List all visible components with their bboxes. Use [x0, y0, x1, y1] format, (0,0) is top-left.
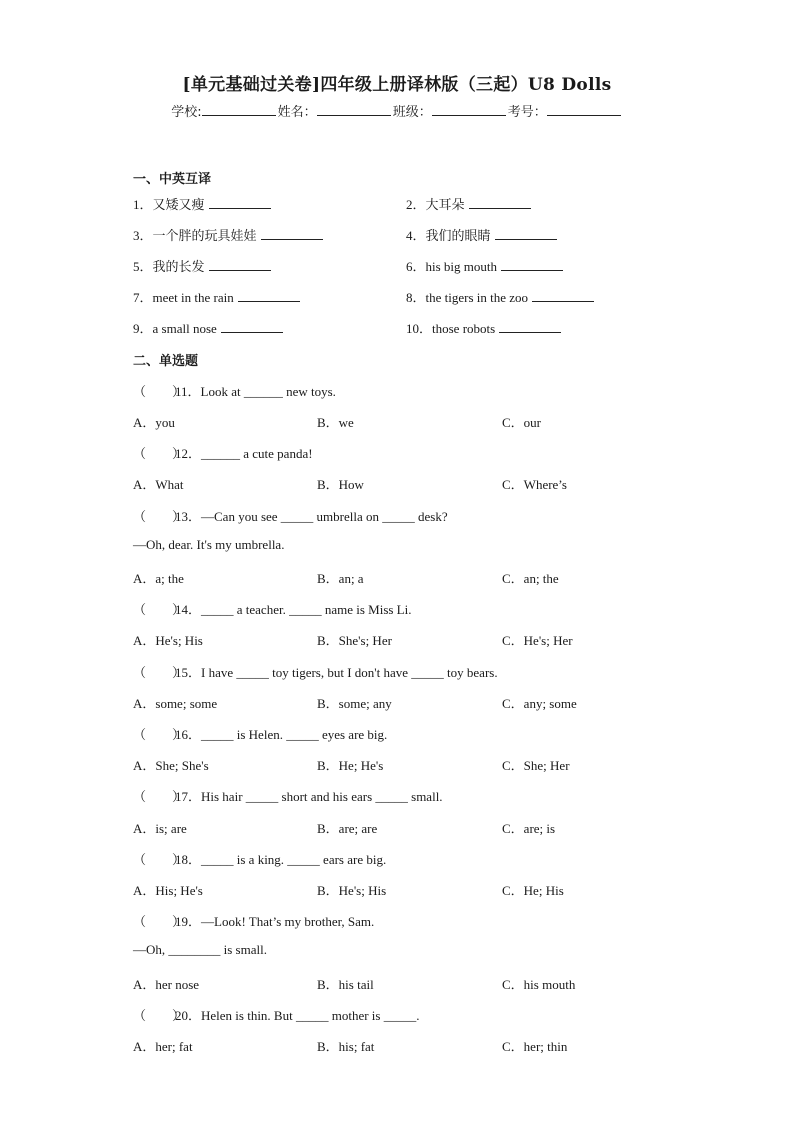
question-text: 13．—Can you see _____ umbrella on _____ desk?	[175, 509, 448, 524]
number-blank[interactable]	[547, 101, 621, 116]
option-b[interactable]: B．we	[317, 415, 354, 430]
answer-paren[interactable]: （ ）	[133, 914, 186, 929]
question-stem	[133, 911, 374, 930]
option-b[interactable]: B．his; fat	[317, 1039, 375, 1054]
question-extra-line: —Oh, ________ is small.	[133, 942, 267, 957]
name-blank[interactable]	[317, 101, 391, 116]
answer-blank[interactable]	[261, 225, 323, 240]
question-text: 20．Helen is thin. But _____ mother is _____.	[175, 1008, 420, 1023]
option-a[interactable]: A．She; She's	[133, 758, 209, 773]
answer-blank[interactable]	[238, 287, 300, 302]
item-number: 5．	[133, 259, 153, 274]
option-a[interactable]: A．He's; His	[133, 633, 203, 648]
answer-paren[interactable]: （ ）	[133, 509, 186, 524]
answer-paren[interactable]: （ ）	[133, 446, 186, 461]
item-text: meet in the rain	[152, 290, 234, 305]
option-a[interactable]: A．her; fat	[133, 1039, 193, 1054]
answer-blank[interactable]	[501, 256, 563, 271]
answer-paren[interactable]: （ ）	[133, 852, 186, 867]
item-number: 9．	[133, 321, 153, 336]
item-number: 10．	[406, 321, 433, 336]
question-text: 14．_____ a teacher. _____ name is Miss Li.	[175, 602, 412, 617]
translate-item	[406, 194, 531, 213]
school-label: 学校:	[171, 105, 202, 120]
answer-paren[interactable]: （ ）	[133, 1008, 186, 1023]
item-number: 3．	[133, 228, 153, 243]
item-number: 2．	[406, 197, 426, 212]
item-text: 我们的眼睛	[425, 228, 491, 243]
question-text: 15．I have _____ toy tigers, but I don't have _____ toy bears.	[175, 665, 498, 680]
item-text: 我的长发	[152, 259, 205, 274]
translate-item	[406, 287, 594, 306]
answer-paren[interactable]: （ ）	[133, 789, 186, 804]
option-c[interactable]: C．She; Her	[502, 758, 570, 773]
number-label: 考号：	[507, 105, 547, 120]
option-c[interactable]: C．his mouth	[502, 977, 576, 992]
item-number: 4．	[406, 228, 426, 243]
answer-blank[interactable]	[495, 225, 557, 240]
answer-paren[interactable]: （ ）	[133, 727, 186, 742]
translate-item	[406, 225, 557, 244]
question-stem	[133, 443, 313, 462]
translate-item	[133, 225, 323, 244]
option-a[interactable]: A．is; are	[133, 821, 187, 836]
option-c[interactable]: C．her; thin	[502, 1039, 568, 1054]
question-stem	[133, 381, 336, 400]
option-a[interactable]: A．you	[133, 415, 175, 430]
option-b[interactable]: B．an; a	[317, 571, 364, 586]
option-b[interactable]: B．How	[317, 477, 364, 492]
question-text: 11．Look at ______ new toys.	[175, 384, 336, 399]
item-text: a small nose	[152, 321, 217, 336]
item-text: 又矮又瘦	[152, 197, 205, 212]
option-c[interactable]: C．are; is	[502, 821, 556, 836]
item-text: 大耳朵	[425, 197, 465, 212]
item-number: 1．	[133, 197, 153, 212]
option-c[interactable]: C．Where’s	[502, 477, 567, 492]
answer-paren[interactable]: （ ）	[133, 384, 186, 399]
item-number: 6．	[406, 259, 426, 274]
answer-blank[interactable]	[209, 194, 271, 209]
section2-heading: 二、单选题	[133, 354, 199, 369]
question-stem	[133, 599, 412, 618]
item-text: 一个胖的玩具娃娃	[152, 228, 257, 243]
translate-item	[133, 256, 271, 275]
answer-paren[interactable]: （ ）	[133, 602, 186, 617]
answer-blank[interactable]	[532, 287, 594, 302]
answer-blank[interactable]	[209, 256, 271, 271]
question-text: 19．—Look! That’s my brother, Sam.	[175, 914, 375, 929]
question-text: 12．______ a cute panda!	[175, 446, 313, 461]
item-number: 8．	[406, 290, 426, 305]
translate-item	[133, 318, 283, 337]
item-number: 7．	[133, 290, 153, 305]
page-title: [单元基础过关卷]四年级上册译林版（三起）U8 Dolls	[182, 75, 612, 95]
question-stem	[133, 506, 448, 525]
option-b[interactable]: B．She's; Her	[317, 633, 392, 648]
option-c[interactable]: C．He's; Her	[502, 633, 573, 648]
item-text: the tigers in the zoo	[425, 290, 529, 305]
question-stem	[133, 724, 387, 743]
option-b[interactable]: B．some; any	[317, 696, 392, 711]
option-b[interactable]: B．are; are	[317, 821, 378, 836]
option-c[interactable]: C．He; His	[502, 883, 564, 898]
question-stem	[133, 1005, 419, 1024]
item-text: those robots	[432, 321, 496, 336]
option-c[interactable]: C．any; some	[502, 696, 577, 711]
question-text: 18．_____ is a king. _____ ears are big.	[175, 852, 387, 867]
question-text: 16．_____ is Helen. _____ eyes are big.	[175, 727, 388, 742]
option-b[interactable]: B．He's; His	[317, 883, 387, 898]
answer-paren[interactable]: （ ）	[133, 665, 186, 680]
question-text: 17．His hair _____ short and his ears _____ small.	[175, 789, 443, 804]
option-c[interactable]: C．our	[502, 415, 542, 430]
option-c[interactable]: C．an; the	[502, 571, 559, 586]
school-blank[interactable]	[202, 101, 276, 116]
translate-item	[133, 194, 271, 213]
option-a[interactable]: A．a; the	[133, 571, 184, 586]
class-label: 班级：	[392, 105, 432, 120]
option-a[interactable]: A．His; He's	[133, 883, 203, 898]
translate-item	[133, 287, 300, 306]
question-stem	[133, 662, 498, 681]
option-b[interactable]: B．his tail	[317, 977, 374, 992]
answer-blank[interactable]	[499, 318, 561, 333]
name-label: 姓名：	[277, 105, 317, 120]
question-stem	[133, 849, 386, 868]
translate-item	[406, 256, 563, 275]
translate-item	[406, 318, 561, 337]
option-b[interactable]: B．He; He's	[317, 758, 384, 773]
answer-blank[interactable]	[469, 194, 531, 209]
answer-blank[interactable]	[221, 318, 283, 333]
question-stem	[133, 786, 443, 805]
option-a[interactable]: A．her nose	[133, 977, 200, 992]
question-extra-line: —Oh, dear. It's my umbrella.	[133, 537, 285, 552]
section1-heading: 一、中英互译	[133, 172, 212, 187]
option-a[interactable]: A．some; some	[133, 696, 218, 711]
student-info-line	[0, 101, 794, 120]
option-a[interactable]: A．What	[133, 477, 184, 492]
item-text: his big mouth	[425, 259, 498, 274]
class-blank[interactable]	[432, 101, 506, 116]
